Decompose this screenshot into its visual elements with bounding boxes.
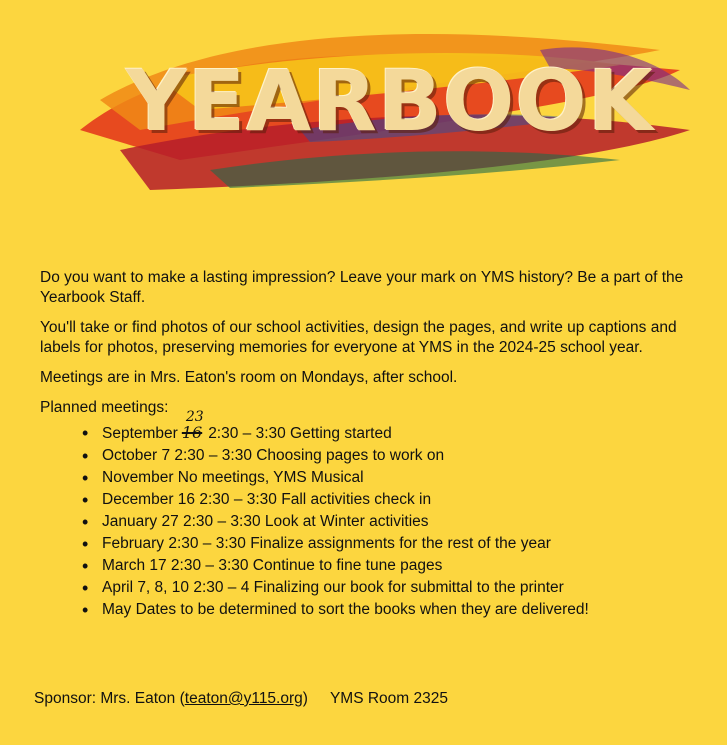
yearbook-title: YEARBOOK — [126, 52, 654, 150]
flyer-body — [40, 268, 690, 621]
meeting-item: • November No meetings, YMS Musical — [102, 467, 690, 489]
sponsor-room: YMS Room 2325 — [329, 690, 448, 707]
meeting-month: September — [102, 425, 178, 442]
meeting-item: • March 17 2:30 – 3:30 Continue to fine tune pages — [102, 555, 690, 577]
meeting-location-paragraph: Meetings are in Mrs. Eaton's room on Mondays, after school. — [40, 369, 458, 386]
crossed-out-day: 16 — [181, 423, 203, 442]
planned-meetings-heading: Planned meetings: — [40, 399, 169, 416]
meeting-item: • February 2:30 – 3:30 Finalize assignments for the rest of the year — [102, 533, 690, 555]
meeting-details: 2:30 – 3:30 Getting started — [208, 425, 392, 442]
sponsor-line — [34, 690, 448, 708]
meeting-item: • December 16 2:30 – 3:30 Fall activities check in — [102, 489, 690, 511]
meeting-item: • January 27 2:30 – 3:30 Look at Winter activities — [102, 511, 690, 533]
sponsor-close-paren: ) — [302, 690, 308, 707]
handwritten-date-correction — [181, 409, 204, 444]
meeting-list — [40, 409, 690, 621]
meeting-item: • April 7, 8, 10 2:30 – 4 Finalizing our book for submittal to the printer — [102, 577, 690, 599]
sponsor-email-link[interactable]: teaton@y115.org — [184, 690, 303, 707]
sponsor-label: Sponsor: Mrs. Eaton ( — [34, 690, 185, 707]
meeting-item: • October 7 2:30 – 3:30 Choosing pages to work on — [102, 445, 690, 467]
meeting-item: • May Dates to be determined to sort the books when they are delivered! — [102, 599, 690, 621]
handwritten-new-day: 23 — [185, 409, 204, 425]
meeting-item-september — [102, 409, 690, 445]
intro-paragraph-2: You'll take or find photos of our school activities, design the pages, and write up captions and labels for photos, preserving memories for everyone at YMS in the 2024-25 school year. — [40, 319, 677, 356]
intro-paragraph-1: Do you want to make a lasting impression? Leave your mark on YMS history? Be a part of the Yearbook Staff. — [40, 269, 684, 306]
